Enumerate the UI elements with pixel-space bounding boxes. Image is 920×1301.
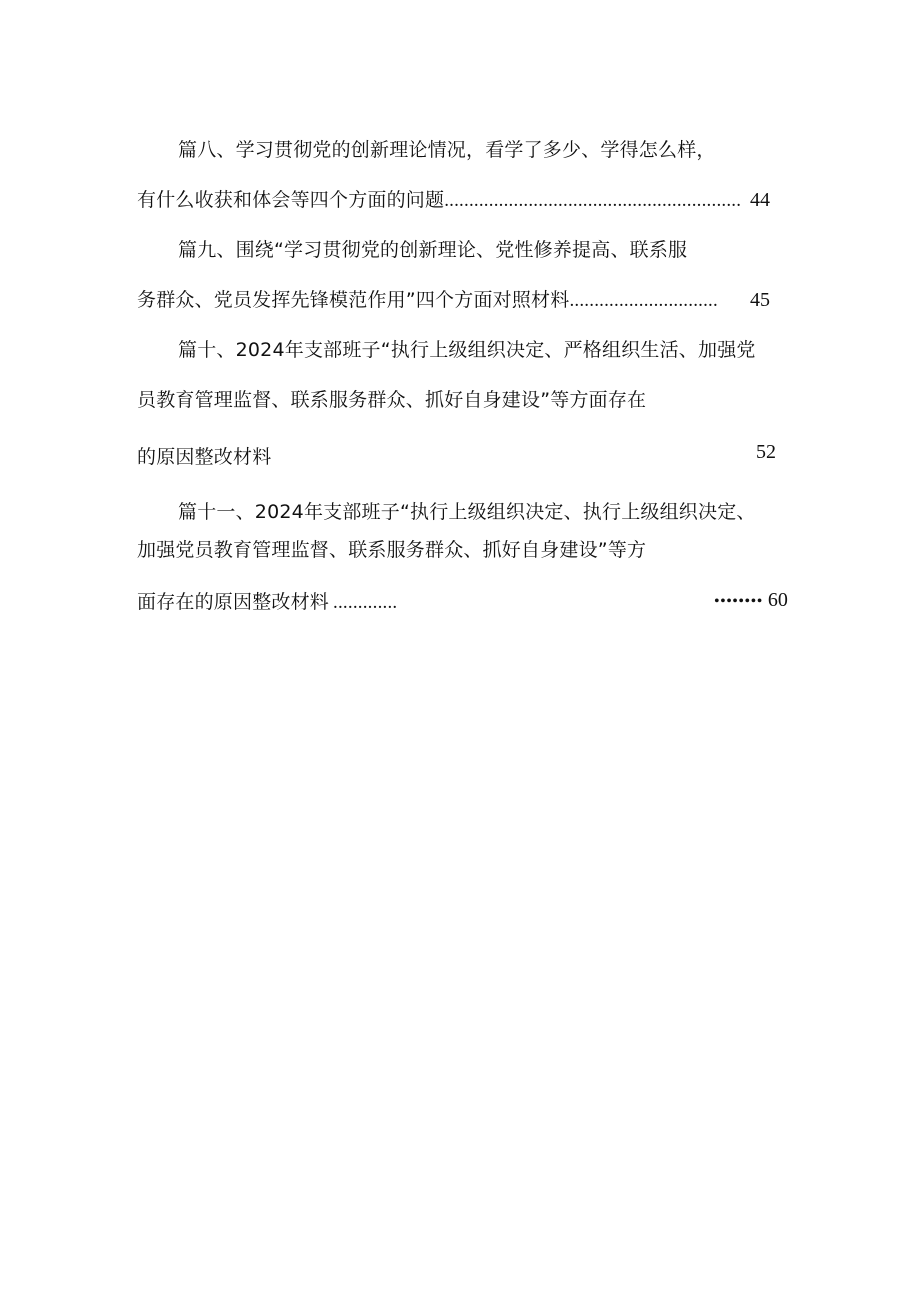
toc-entry-9-title: 务群众、党员发挥先锋模范作用”四个方面对照材料	[137, 289, 570, 311]
toc-entry-11-line-1: 篇十一、2024年支部班子“执行上级组织决定、执行上级组织决定、	[178, 501, 756, 523]
toc-entry-11-page-line	[714, 587, 788, 615]
toc-entry-10-line-1: 篇十、2024年支部班子“执行上级组织决定、严格组织生活、加强党	[178, 339, 756, 361]
toc-entry-10-page: 52	[756, 441, 776, 463]
toc-entry-9-page: 45	[750, 289, 770, 311]
toc-entry-11-line-2: 加强党员教育管理监督、联系服务群众、抓好自身建设”等方	[137, 539, 647, 561]
toc-entry-11-bullet-leader: ••••••••	[714, 593, 763, 610]
toc-entry-8-line-1: 篇八、学习贯彻党的创新理论情况，看学了多少、学得怎么样，	[178, 139, 716, 161]
toc-entry-9-leader: ..............................	[569, 290, 718, 311]
toc-entry-11-leader: .............	[333, 592, 398, 613]
toc-entry-8-leader: ............................................................	[444, 190, 742, 211]
toc-entry-9-line-1: 篇九、围绕“学习贯彻党的创新理论、党性修养提高、联系服	[178, 239, 688, 261]
toc-entry-11-line-3	[137, 589, 397, 616]
toc-entry-10-line-3: 的原因整改材料	[137, 446, 272, 468]
toc-entry-8-line-2	[137, 187, 741, 214]
toc-entry-11-page: 60	[767, 589, 788, 611]
toc-entry-10-line-2: 员教育管理监督、联系服务群众、抓好自身建设”等方面存在	[137, 389, 647, 411]
toc-entry-8-page: 44	[750, 189, 770, 211]
toc-entry-8-title: 有什么收获和体会等四个方面的问题	[137, 189, 445, 211]
toc-entry-11-title: 面存在的原因整改材料	[137, 591, 330, 613]
toc-entry-9-line-2	[137, 287, 718, 314]
